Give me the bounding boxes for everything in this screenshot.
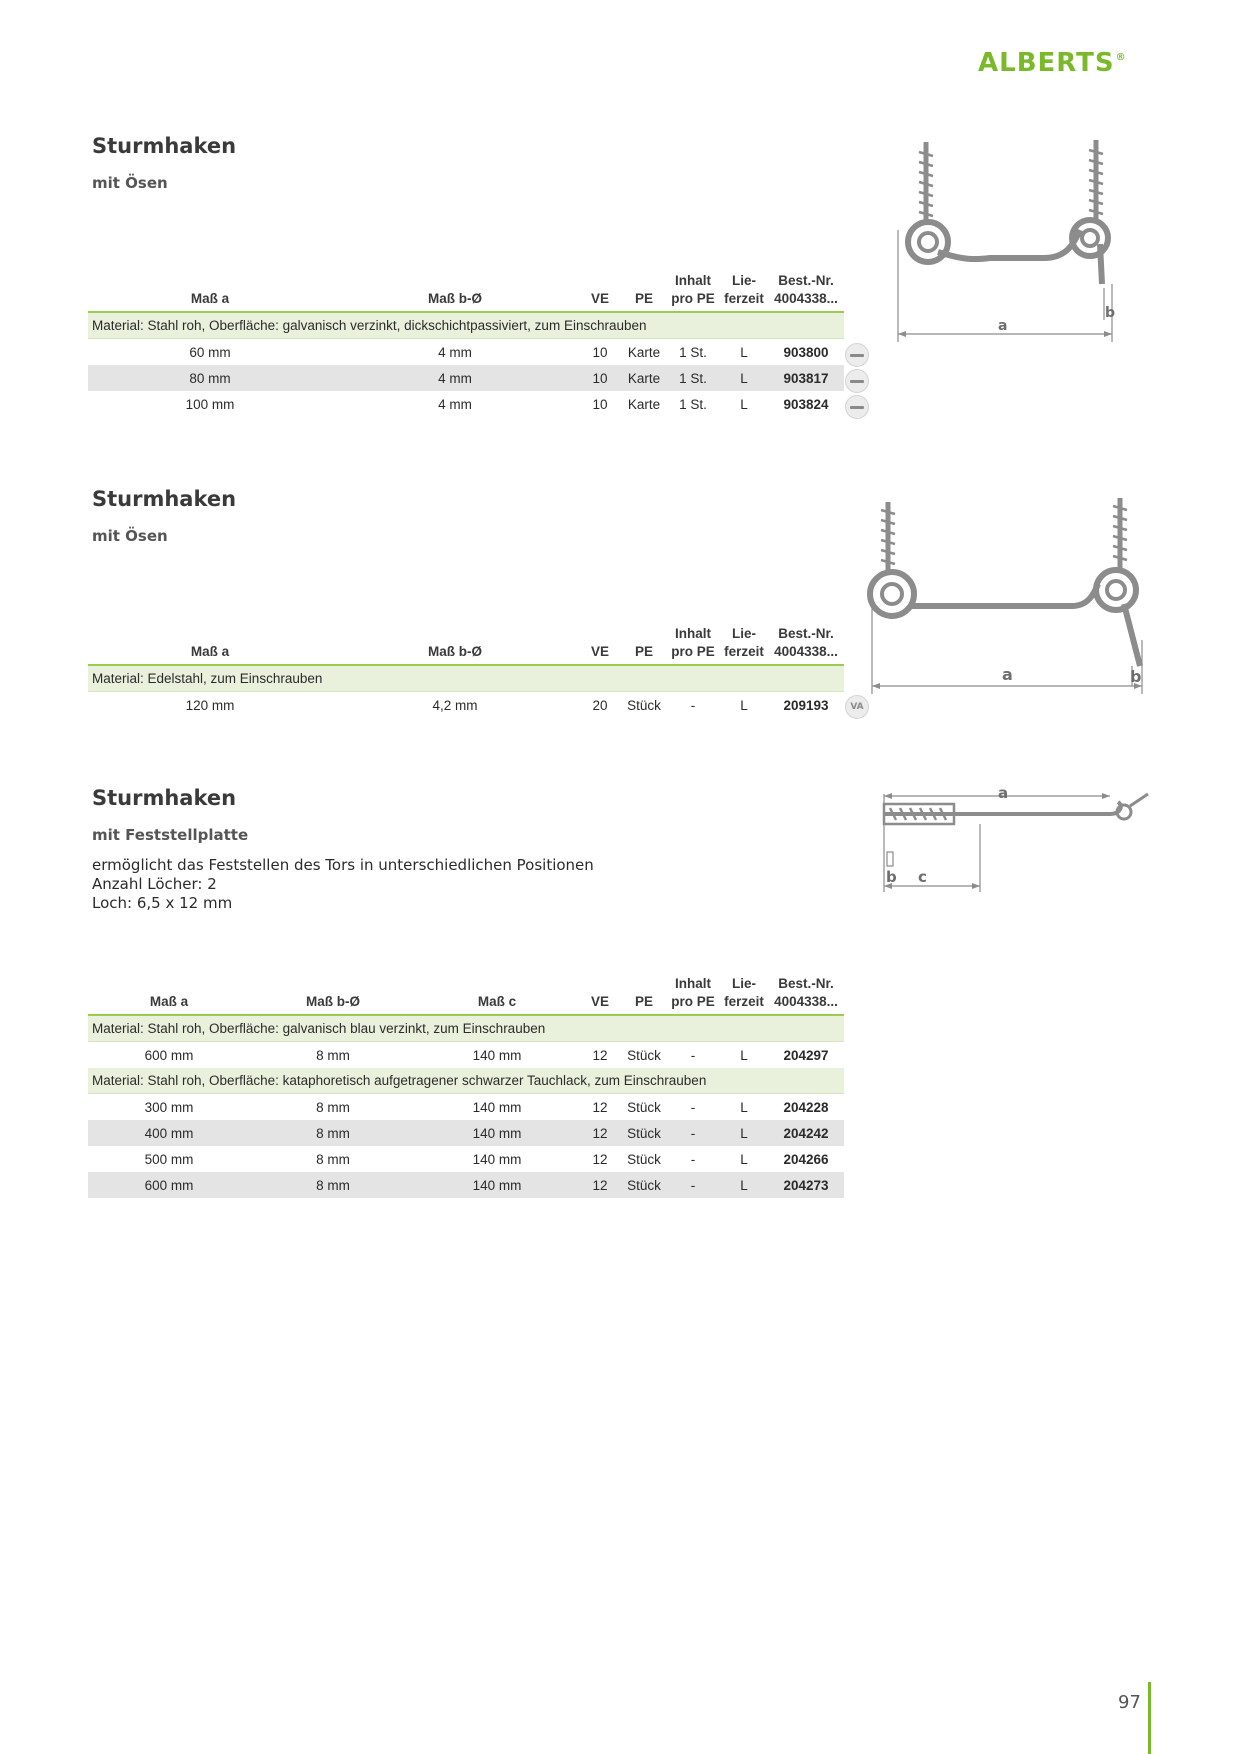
table-row: 300 mm 8 mm 140 mm 12 Stück - L 204228 bbox=[88, 1094, 844, 1121]
col-mass-b: Maß b-Ø bbox=[250, 975, 416, 1015]
va-stainless-icon: VA bbox=[845, 695, 869, 719]
zinc-finish-icon bbox=[845, 369, 869, 393]
dim-label-a: a bbox=[998, 784, 1009, 802]
table-header bbox=[88, 625, 844, 665]
col-ve: VE bbox=[578, 625, 622, 665]
section-2-subtitle: mit Ösen bbox=[92, 527, 168, 545]
material-row: Material: Stahl roh, Oberfläche: galvanisch blau verzinkt, zum Einschrauben bbox=[88, 1015, 844, 1042]
col-mass-c: Maß c bbox=[416, 975, 578, 1015]
col-best-nr: Best.-Nr. 4004338... bbox=[768, 272, 844, 312]
hook-locking-plate-drawing bbox=[864, 782, 1154, 892]
col-best-nr: Best.-Nr. 4004338... bbox=[768, 625, 844, 665]
dim-label-b: b bbox=[886, 868, 897, 886]
col-lieferzeit: Lie- ferzeit bbox=[720, 975, 768, 1015]
zinc-finish-icon bbox=[845, 343, 869, 367]
col-ve: VE bbox=[578, 272, 622, 312]
table-row: 400 mm 8 mm 140 mm 12 Stück - L 204242 bbox=[88, 1120, 844, 1146]
article-number: 204297 bbox=[783, 1047, 829, 1063]
col-mass-a: Maß a bbox=[88, 625, 332, 665]
material-row: Material: Stahl roh, Oberfläche: galvanisch verzinkt, dickschichtpassiviert, zum Einschrauben bbox=[88, 312, 844, 339]
col-pe: PE bbox=[622, 975, 666, 1015]
section-3-subtitle: mit Feststellplatte bbox=[92, 826, 249, 844]
col-ve: VE bbox=[578, 975, 622, 1015]
col-inhalt: Inhalt pro PE bbox=[666, 975, 720, 1015]
article-number: 209193 bbox=[783, 697, 829, 713]
page-number-rule bbox=[1148, 1682, 1151, 1754]
article-number: 204273 bbox=[768, 1172, 844, 1198]
table-row: 600 mm 8 mm 140 mm 12 Stück - L 204297 bbox=[88, 1042, 844, 1069]
page-number: 97 bbox=[1118, 1692, 1141, 1713]
table-row: 80 mm 4 mm 10 Karte 1 St. L 903817 bbox=[88, 365, 844, 391]
article-number: 903824 bbox=[783, 396, 829, 412]
article-number: 903800 bbox=[783, 344, 829, 360]
table-row: 60 mm 4 mm 10 Karte 1 St. L 903800 bbox=[88, 339, 844, 366]
col-pe: PE bbox=[622, 272, 666, 312]
dim-label-c: c bbox=[918, 868, 927, 886]
product-table-1 bbox=[88, 272, 844, 417]
article-number: 204228 bbox=[783, 1099, 829, 1115]
article-number: 204242 bbox=[768, 1120, 844, 1146]
col-inhalt: Inhalt pro PE bbox=[666, 272, 720, 312]
dim-label-b: b bbox=[1105, 305, 1116, 321]
table-row: 600 mm 8 mm 140 mm 12 Stück - L 204273 bbox=[88, 1172, 844, 1198]
dim-label-a: a bbox=[998, 318, 1008, 334]
col-mass-b: Maß b-Ø bbox=[332, 625, 578, 665]
product-description: ermöglicht das Feststellen des Tors in unterschiedlichen Positionen Anzahl Löcher: 2 Loch: 6,5 x 12 mm bbox=[92, 856, 594, 912]
table-row: 100 mm 4 mm 10 Karte 1 St. L 903824 bbox=[88, 391, 844, 417]
dim-label-b: b bbox=[1130, 667, 1142, 686]
hook-eyes-drawing bbox=[894, 134, 1126, 344]
brand-logo: ALBERTS® bbox=[978, 48, 1127, 78]
col-lieferzeit: Lie- ferzeit bbox=[720, 625, 768, 665]
col-inhalt: Inhalt pro PE bbox=[666, 625, 720, 665]
col-mass-a: Maß a bbox=[88, 975, 250, 1015]
product-table-3 bbox=[88, 975, 844, 1198]
material-row: Material: Edelstahl, zum Einschrauben bbox=[88, 665, 844, 692]
section-3-title: Sturmhaken bbox=[92, 786, 237, 810]
col-pe: PE bbox=[622, 625, 666, 665]
material-row: Material: Stahl roh, Oberfläche: kataphoretisch aufgetragener schwarzer Tauchlack, zum Einschrauben bbox=[88, 1068, 844, 1094]
table-header bbox=[88, 975, 844, 1015]
hook-eyes-stainless-drawing bbox=[862, 490, 1152, 696]
col-best-nr: Best.-Nr. 4004338... bbox=[768, 975, 844, 1015]
col-lieferzeit: Lie- ferzeit bbox=[720, 272, 768, 312]
col-mass-b: Maß b-Ø bbox=[332, 272, 578, 312]
dim-label-a: a bbox=[1002, 665, 1013, 684]
table-row: 120 mm 4,2 mm 20 Stück - L 209193 bbox=[88, 692, 844, 719]
section-2-title: Sturmhaken bbox=[92, 487, 237, 511]
section-1-title: Sturmhaken bbox=[92, 134, 237, 158]
zinc-finish-icon bbox=[845, 395, 869, 419]
article-number: 903817 bbox=[768, 365, 844, 391]
table-row: 500 mm 8 mm 140 mm 12 Stück - L 204266 bbox=[88, 1146, 844, 1172]
section-1-subtitle: mit Ösen bbox=[92, 174, 168, 192]
article-number: 204266 bbox=[783, 1151, 829, 1167]
table-header bbox=[88, 272, 844, 312]
col-mass-a: Maß a bbox=[88, 272, 332, 312]
product-table-2 bbox=[88, 625, 844, 718]
